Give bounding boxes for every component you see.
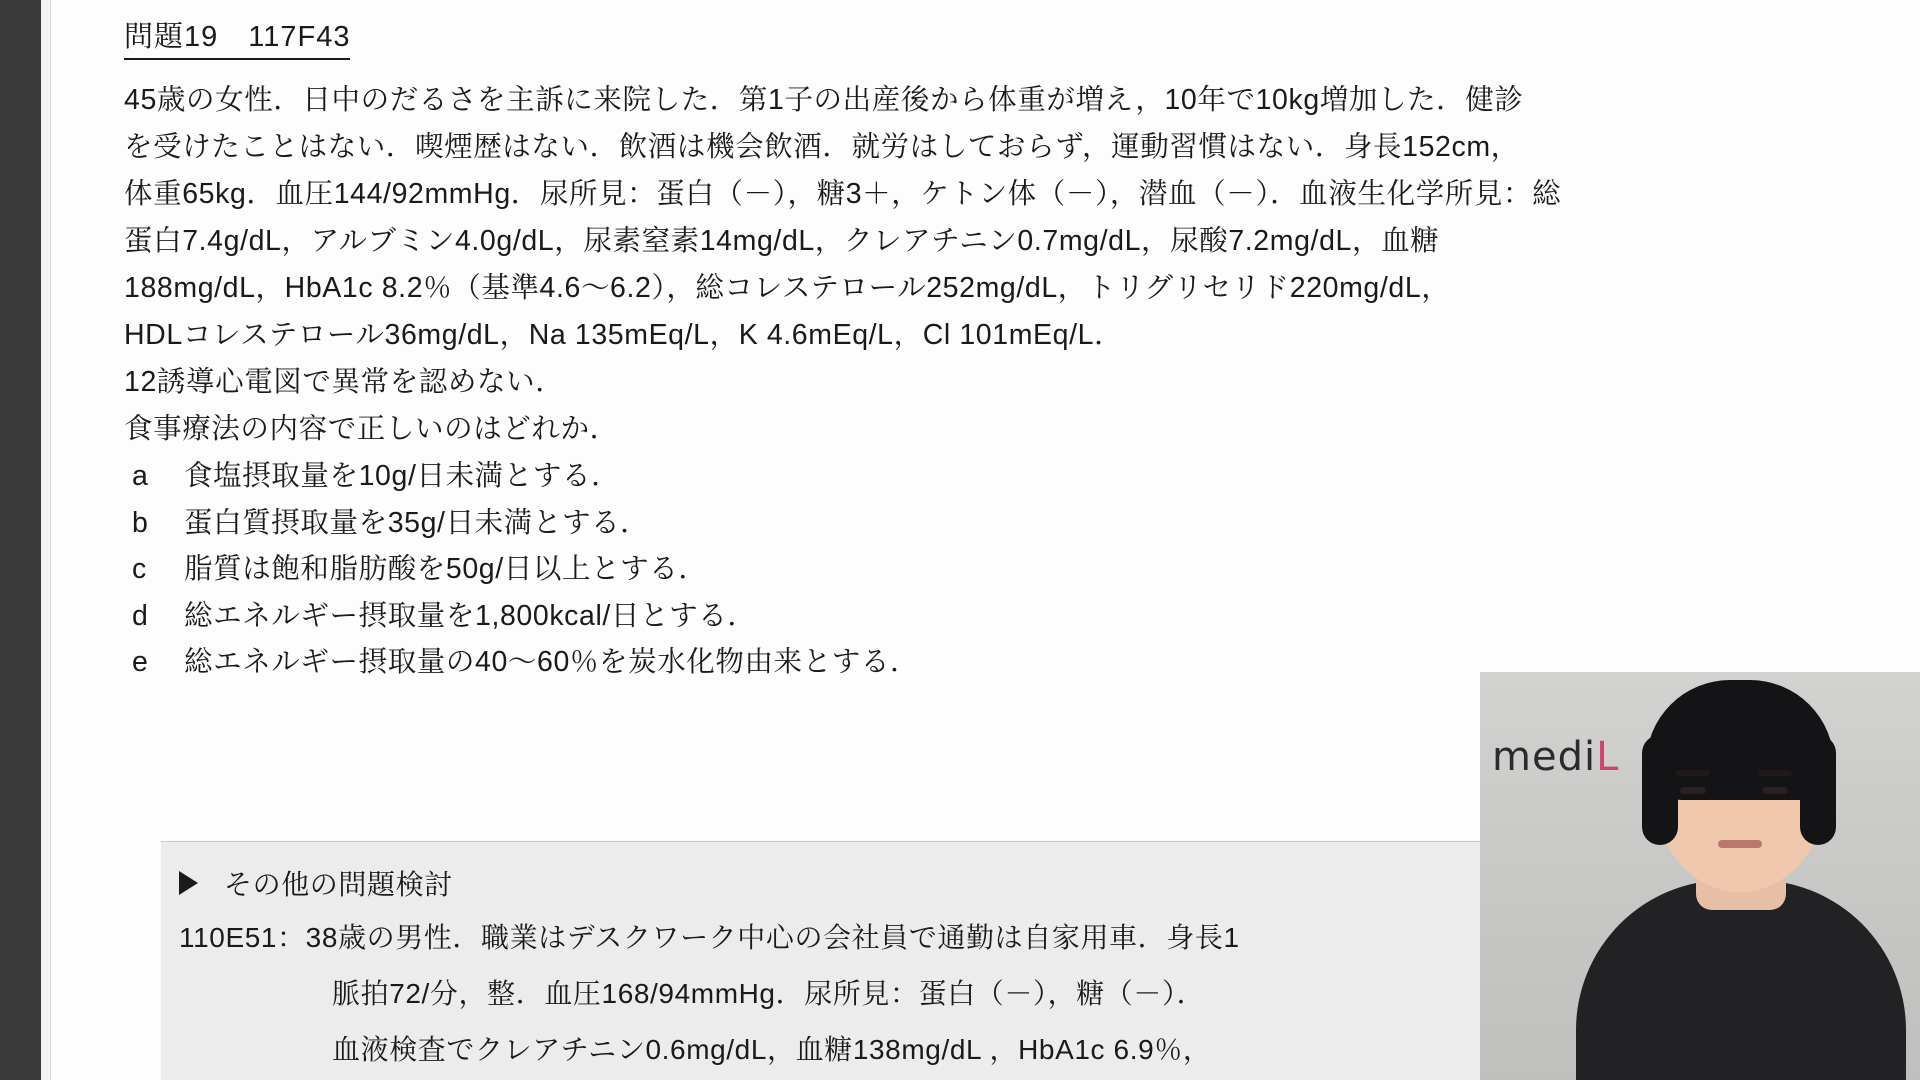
choice-option[interactable] <box>124 453 1864 500</box>
stem-line: 12誘導心電図で異常を認めない． <box>124 366 565 398</box>
related-questions-header[interactable] <box>179 863 453 903</box>
presenter-figure <box>1576 720 1906 1080</box>
brand-logo-accent: L <box>1596 734 1620 780</box>
presenter-brow-right <box>1758 770 1792 776</box>
choice-option[interactable] <box>124 593 1864 640</box>
presenter-eye-left <box>1680 787 1706 794</box>
left-rail <box>41 0 51 1080</box>
related-line: 脈拍72/分，整．血圧168/94mmHg．尿所見：蛋白（－），糖（－）． <box>332 978 1206 1009</box>
choice-text: 蛋白質摂取量を35g/日未満とする． <box>184 506 650 539</box>
stem-line: 45歳の女性．日中のだるさを主訴に来院した．第1子の出産後から体重が増え，10年で10kg増加した．健診 <box>124 84 1524 116</box>
related-line: 110E51：38歳の男性．職業はデスクワーク中心の会社員で通勤は自家用車．身長1 <box>179 922 1240 953</box>
choice-letter: d <box>132 599 149 632</box>
play-triangle-icon[interactable] <box>179 871 198 895</box>
presenter-torso <box>1576 880 1906 1080</box>
left-gutter <box>0 0 41 1080</box>
choice-letter: b <box>132 506 149 539</box>
stem-line: HDLコレステロール36mg/dL，Na 135mEq/L，K 4.6mEq/L，Cl 101mEq/L． <box>124 319 1124 351</box>
choice-text: 食塩摂取量を10g/日未満とする． <box>184 460 621 492</box>
presenter-eye-right <box>1762 787 1788 794</box>
related-questions-title: その他の問題検討 <box>224 869 453 900</box>
stem-line: 体重65kg．血圧144/92mmHg．尿所見：蛋白（－），糖3＋，ケトン体（－），潜血（－）．血液生化学所見：総 <box>124 178 1562 210</box>
question-stem <box>124 77 1864 406</box>
stem-line: 蛋白7.4g/dL，アルブミン4.0g/dL，尿素窒素14mg/dL，クレアチニン0.7mg/dL，尿酸7.2mg/dL，血糖 <box>124 225 1440 257</box>
brand-logo-text: medi <box>1492 734 1597 780</box>
stem-line: を受けたことはない．喫煙歴はない．飲酒は機会飲酒．就労はしておらず，運動習慣はない．身長152cm， <box>124 131 1520 163</box>
presenter-brow-left <box>1676 770 1710 776</box>
choice-letter: c <box>132 553 147 585</box>
choice-text: 総エネルギー摂取量を1,800kcal/日とする． <box>184 599 757 632</box>
stem-line: 188mg/dL，HbA1c 8.2％（基準4.6〜6.2），総コレステロール252mg/dL，トリグリセリド220mg/dL， <box>124 272 1451 304</box>
presenter-video <box>1480 672 1920 1080</box>
presenter-mouth <box>1718 840 1762 848</box>
choice-option[interactable] <box>124 500 1864 547</box>
choice-letter: a <box>132 460 149 492</box>
choice-option[interactable] <box>124 546 1864 593</box>
choice-text: 脂質は飽和脂肪酸を50g/日以上とする． <box>184 553 708 585</box>
choice-text: 総エネルギー摂取量の40〜60％を炭水化物由来とする． <box>184 646 920 678</box>
question-content <box>124 14 1864 686</box>
question-title: 問題19 117F43 <box>124 14 350 60</box>
question-prompt: 食事療法の内容で正しいのはどれか． <box>124 413 619 445</box>
choice-list <box>124 453 1864 686</box>
related-line: 血液検査でクレアチニン0.6mg/dL，血糖138mg/dL ，HbA1c 6.9％， <box>332 1034 1212 1065</box>
choice-letter: e <box>132 646 149 678</box>
